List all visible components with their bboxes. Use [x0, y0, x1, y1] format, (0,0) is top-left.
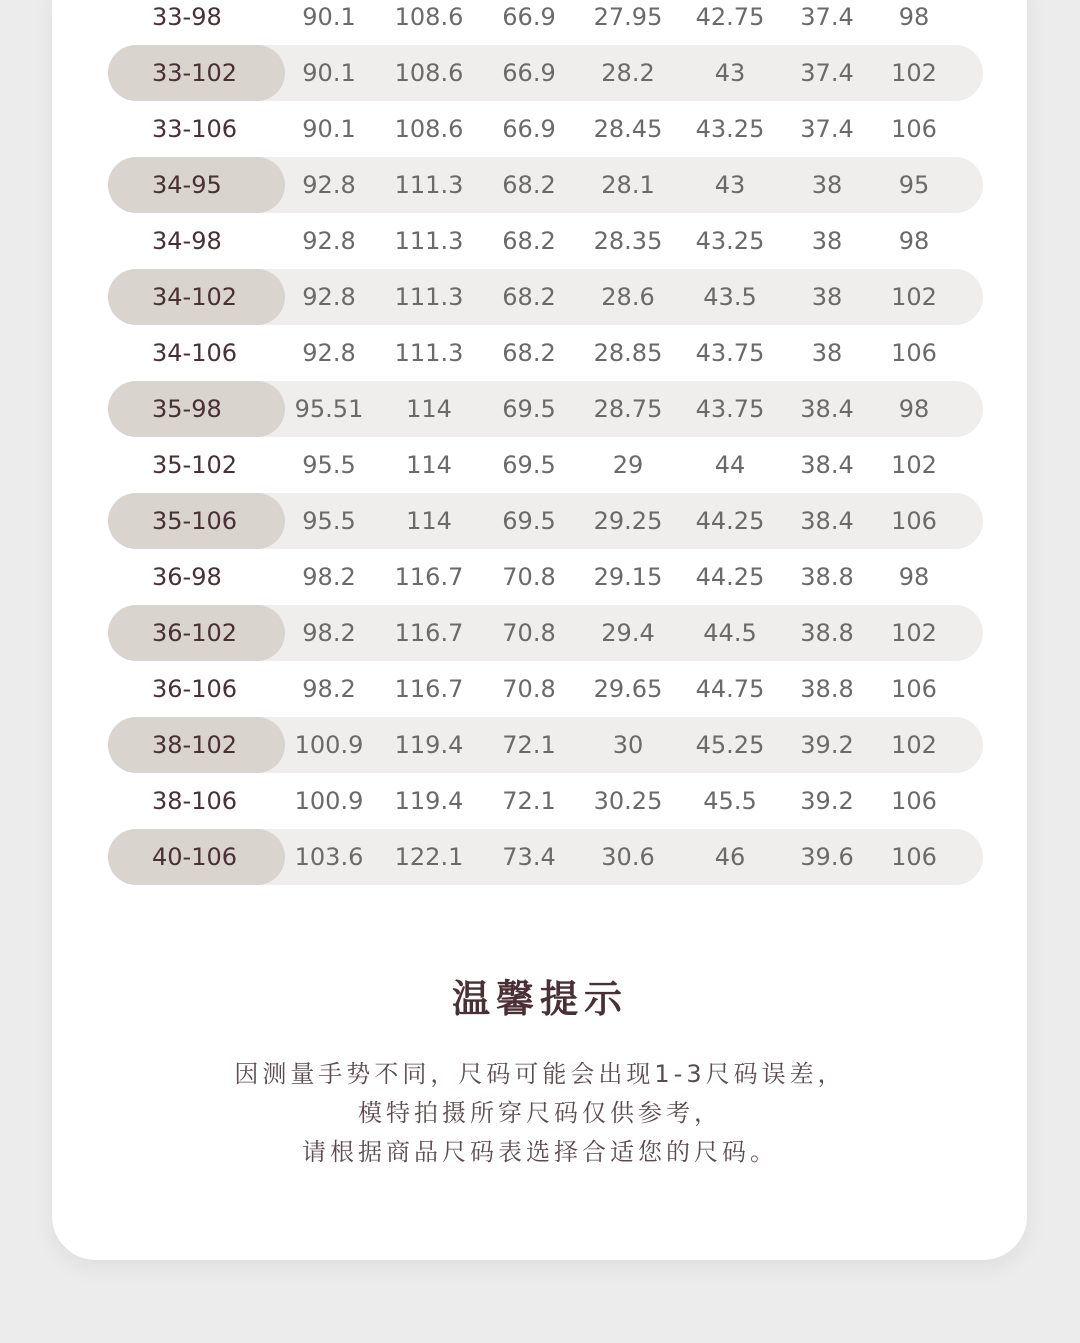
size-cell: 35-102 — [152, 451, 238, 479]
measure-cell: 38 — [811, 227, 843, 255]
measure-cell: 111.3 — [394, 339, 464, 367]
tip-line: 模特拍摄所穿尺码仅供参考， — [358, 1099, 722, 1127]
size-cell: 34-102 — [108, 269, 285, 325]
measure-cell: 42.75 — [695, 3, 765, 31]
measure-cell: 69.5 — [502, 395, 556, 423]
measure-cell: 38.4 — [800, 395, 854, 423]
measure-cell: 28.6 — [601, 283, 655, 311]
measure-cell: 37.4 — [800, 115, 854, 143]
table-row — [108, 381, 983, 437]
measure-cell: 29.25 — [593, 507, 663, 535]
measure-cell: 92.8 — [302, 227, 356, 255]
measure-cell: 69.5 — [502, 507, 556, 535]
tip-body — [0, 1055, 1080, 1172]
size-cell: 38-106 — [152, 787, 238, 815]
measure-cell: 90.1 — [302, 115, 356, 143]
measure-cell: 30.25 — [593, 787, 663, 815]
measure-cell: 68.2 — [502, 339, 556, 367]
measure-cell: 44.5 — [703, 619, 757, 647]
measure-cell: 119.4 — [394, 787, 464, 815]
measure-cell: 44.25 — [695, 507, 765, 535]
measure-cell: 43.25 — [695, 227, 765, 255]
size-cell: 40-106 — [108, 829, 285, 885]
measure-cell: 68.2 — [502, 283, 556, 311]
size-cell: 33-98 — [152, 3, 222, 31]
measure-cell: 29.15 — [593, 563, 663, 591]
measure-cell: 102 — [891, 619, 937, 647]
measure-cell: 98 — [898, 227, 930, 255]
measure-cell: 45.25 — [695, 731, 765, 759]
table-row — [108, 605, 983, 661]
measure-cell: 44.25 — [695, 563, 765, 591]
measure-cell: 38 — [811, 171, 843, 199]
measure-cell: 29.4 — [601, 619, 655, 647]
table-row — [108, 101, 983, 157]
measure-cell: 38 — [811, 339, 843, 367]
measure-cell: 28.2 — [601, 59, 655, 87]
size-cell: 38-102 — [108, 717, 285, 773]
measure-cell: 68.2 — [502, 227, 556, 255]
measure-cell: 30.6 — [601, 843, 655, 871]
measure-cell: 108.6 — [394, 115, 464, 143]
measure-cell: 38.8 — [800, 563, 854, 591]
measure-cell: 106 — [891, 507, 937, 535]
measure-cell: 90.1 — [302, 59, 356, 87]
table-row — [108, 45, 983, 101]
table-row — [108, 325, 983, 381]
measure-cell: 102 — [891, 59, 937, 87]
measure-cell: 95.5 — [302, 507, 356, 535]
measure-cell: 114 — [406, 451, 452, 479]
measure-cell: 98 — [898, 563, 930, 591]
table-row — [108, 493, 983, 549]
measure-cell: 106 — [891, 787, 937, 815]
table-row — [108, 661, 983, 717]
size-cell: 34-98 — [152, 227, 222, 255]
measure-cell: 43.5 — [703, 283, 757, 311]
measure-cell: 111.3 — [394, 283, 464, 311]
measure-cell: 30 — [612, 731, 644, 759]
measure-cell: 98 — [898, 3, 930, 31]
measure-cell: 102 — [891, 283, 937, 311]
measure-cell: 37.4 — [800, 59, 854, 87]
measure-cell: 116.7 — [394, 563, 464, 591]
measure-cell: 111.3 — [394, 171, 464, 199]
measure-cell: 111.3 — [394, 227, 464, 255]
measure-cell: 106 — [891, 843, 937, 871]
size-cell: 36-98 — [152, 563, 222, 591]
measure-cell: 28.75 — [593, 395, 663, 423]
table-row — [108, 157, 983, 213]
measure-cell: 39.2 — [800, 787, 854, 815]
measure-cell: 100.9 — [294, 731, 364, 759]
table-row — [108, 829, 983, 885]
measure-cell: 98.2 — [302, 619, 356, 647]
measure-cell: 43 — [714, 59, 746, 87]
table-row — [108, 269, 983, 325]
measure-cell: 114 — [406, 395, 452, 423]
measure-cell: 95 — [898, 171, 930, 199]
measure-cell: 92.8 — [302, 171, 356, 199]
measure-cell: 46 — [714, 843, 746, 871]
size-cell: 33-102 — [108, 45, 285, 101]
table-row — [108, 437, 983, 493]
measure-cell: 119.4 — [394, 731, 464, 759]
measure-cell: 98 — [898, 395, 930, 423]
measure-cell: 38.4 — [800, 451, 854, 479]
table-row — [108, 0, 983, 45]
measure-cell: 38.8 — [800, 675, 854, 703]
measure-cell: 92.8 — [302, 283, 356, 311]
measure-cell: 122.1 — [394, 843, 464, 871]
measure-cell: 28.1 — [601, 171, 655, 199]
measure-cell: 95.51 — [294, 395, 364, 423]
size-cell: 35-98 — [108, 381, 285, 437]
measure-cell: 28.45 — [593, 115, 663, 143]
measure-cell: 39.2 — [800, 731, 854, 759]
measure-cell: 44 — [714, 451, 746, 479]
measure-cell: 70.8 — [502, 675, 556, 703]
table-row — [108, 717, 983, 773]
measure-cell: 28.85 — [593, 339, 663, 367]
size-cell: 36-102 — [108, 605, 285, 661]
measure-cell: 44.75 — [695, 675, 765, 703]
measure-cell: 100.9 — [294, 787, 364, 815]
measure-cell: 43.75 — [695, 339, 765, 367]
measure-cell: 108.6 — [394, 3, 464, 31]
measure-cell: 70.8 — [502, 563, 556, 591]
measure-cell: 116.7 — [394, 675, 464, 703]
tip-title: 温馨提示 — [451, 977, 628, 1021]
measure-cell: 28.35 — [593, 227, 663, 255]
measure-cell: 114 — [406, 507, 452, 535]
tip-line: 请根据商品尺码表选择合适您的尺码。 — [302, 1138, 778, 1166]
measure-cell: 73.4 — [502, 843, 556, 871]
measure-cell: 37.4 — [800, 3, 854, 31]
measure-cell: 108.6 — [394, 59, 464, 87]
measure-cell: 43.75 — [695, 395, 765, 423]
measure-cell: 27.95 — [593, 3, 663, 31]
tip-line: 因测量手势不同，尺码可能会出现1-3尺码误差， — [234, 1060, 846, 1088]
size-cell: 34-106 — [152, 339, 238, 367]
size-cell: 35-106 — [108, 493, 285, 549]
size-cell: 34-95 — [108, 157, 285, 213]
measure-cell: 38.4 — [800, 507, 854, 535]
measure-cell: 66.9 — [502, 3, 556, 31]
size-cell: 33-106 — [152, 115, 238, 143]
measure-cell: 39.6 — [800, 843, 854, 871]
measure-cell: 90.1 — [302, 3, 356, 31]
measure-cell: 72.1 — [502, 731, 556, 759]
measure-cell: 102 — [891, 731, 937, 759]
measure-cell: 43.25 — [695, 115, 765, 143]
measure-cell: 98.2 — [302, 675, 356, 703]
measure-cell: 116.7 — [394, 619, 464, 647]
measure-cell: 29.65 — [593, 675, 663, 703]
measure-cell: 69.5 — [502, 451, 556, 479]
measure-cell: 106 — [891, 675, 937, 703]
measure-cell: 106 — [891, 339, 937, 367]
measure-cell: 29 — [612, 451, 644, 479]
table-row — [108, 773, 983, 829]
table-row — [108, 213, 983, 269]
measure-cell: 72.1 — [502, 787, 556, 815]
measure-cell: 103.6 — [294, 843, 364, 871]
measure-cell: 43 — [714, 171, 746, 199]
measure-cell: 95.5 — [302, 451, 356, 479]
measure-cell: 38.8 — [800, 619, 854, 647]
measure-cell: 70.8 — [502, 619, 556, 647]
measure-cell: 68.2 — [502, 171, 556, 199]
measure-cell: 92.8 — [302, 339, 356, 367]
measure-cell: 102 — [891, 451, 937, 479]
measure-cell: 38 — [811, 283, 843, 311]
measure-cell: 106 — [891, 115, 937, 143]
measure-cell: 98.2 — [302, 563, 356, 591]
measure-cell: 45.5 — [703, 787, 757, 815]
size-cell: 36-106 — [152, 675, 238, 703]
measure-cell: 66.9 — [502, 59, 556, 87]
size-table — [108, 0, 983, 885]
table-row — [108, 549, 983, 605]
measure-cell: 66.9 — [502, 115, 556, 143]
